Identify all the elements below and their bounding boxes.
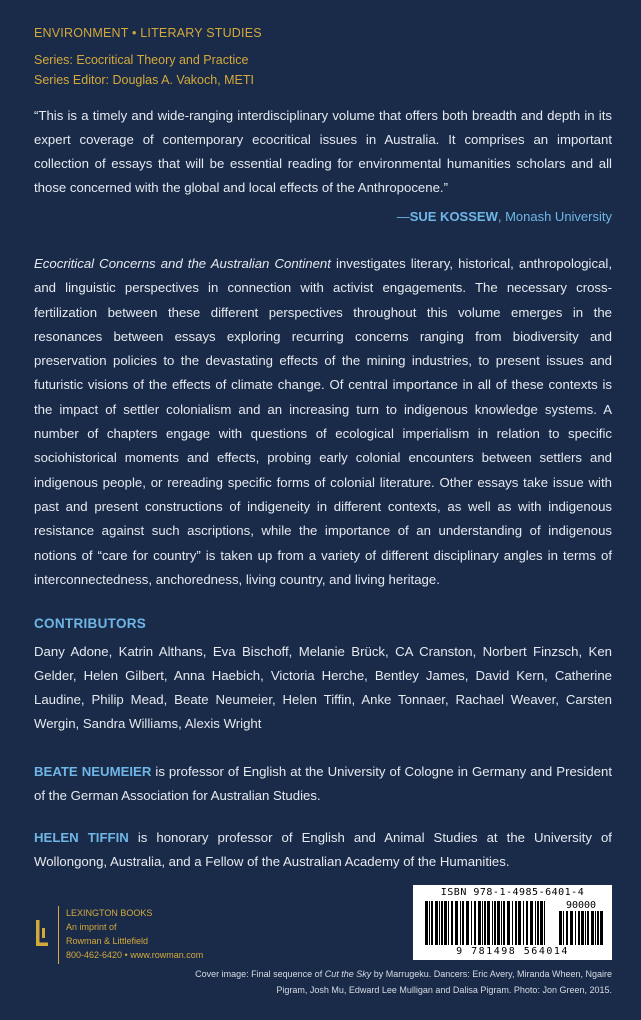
series-name: Series: Ecocritical Theory and Practice bbox=[34, 53, 249, 67]
barcode-bar bbox=[597, 911, 599, 945]
barcode-bar bbox=[518, 901, 521, 945]
barcode-bar bbox=[492, 901, 493, 945]
barcode-bar bbox=[460, 901, 461, 945]
isbn-number: ISBN 978-1-4985-6401-4 bbox=[440, 887, 585, 898]
endorsement-attribution bbox=[397, 209, 612, 224]
barcode-bar bbox=[448, 901, 449, 945]
cover-credit bbox=[192, 966, 612, 998]
barcode-bar bbox=[487, 901, 490, 945]
bio-text: is professor of English at the University of Cologne in Germany and President of the German Association for Australian Studies. bbox=[34, 764, 612, 803]
barcode-bar bbox=[587, 911, 589, 945]
cover-credit-prefix: Cover image: Final sequence of bbox=[195, 969, 325, 979]
barcode-bar bbox=[575, 911, 576, 945]
barcode-bar bbox=[494, 901, 496, 945]
barcode-bar bbox=[563, 911, 564, 945]
book-title: Ecocritical Concerns and the Australian Continent bbox=[34, 256, 331, 271]
barcode-bar bbox=[537, 901, 539, 945]
barcode-bar bbox=[474, 901, 476, 945]
description-text: investigates literary, historical, anthropological, and linguistic perspectives in connection with activist engagements. The necessary cross-fertilization between these different perspectives throughout this volume emerges in the resonances between essays exploring recurring concerns ranging from biodiversity and preservation policies to the devastating effects of the mining industries, to present issues and futuristic visions of the effects of climate change. Of central importance in all of these contexts is the impact of settler colonialism and an increasing turn to indigenous knowledge systems. A number of chapters engage with questions of ecological imperialism in relation to specific sociohistorical moments and effects, probing early colonial encounters between settlers and indigenous people, or rereading specific forms of colonial literature. Other essays take issue with past and present constructions of indigeneity in different contexts, as well as with indigenous resistance against such ascriptions, while the importance of an understanding of indigenous notions of “care for country” is taken up from a variety of different disciplinary angles in terms of interconnectedness, anchoredness, living country, and living heritage. bbox=[34, 256, 613, 587]
barcode-bar bbox=[451, 901, 453, 945]
attribution-name: SUE KOSSEW bbox=[409, 209, 498, 224]
publisher-parent: Rowman & Littlefield bbox=[66, 936, 149, 946]
ean-number: 9 781498 564014 bbox=[456, 946, 569, 957]
category-label: ENVIRONMENT • LITERARY STUDIES bbox=[34, 26, 262, 40]
barcode-bar bbox=[585, 911, 586, 945]
publisher-info bbox=[66, 906, 203, 962]
barcode-bar bbox=[591, 911, 594, 945]
endorsement-quote: “This is a timely and wide-ranging interdisciplinary volume that offers both breadth and depth in its expert coverage of contemporary ecocritical issues in Australia. It comprises an important collection of essays that will be essential reading for environmental humanities scholars and all those concerned with the global and local effects of the Anthropocene.” bbox=[34, 108, 612, 195]
barcode-bar bbox=[515, 901, 517, 945]
barcode-bar bbox=[512, 901, 513, 945]
barcode-bar bbox=[435, 901, 438, 945]
barcode-bar bbox=[444, 901, 447, 945]
attribution-affiliation: , Monash University bbox=[497, 209, 612, 224]
contributors-heading: CONTRIBUTORS bbox=[34, 616, 147, 631]
barcode-bar bbox=[503, 901, 505, 945]
publisher-divider bbox=[58, 906, 59, 964]
series-info bbox=[34, 50, 254, 90]
editor-bio-neumeier bbox=[34, 760, 612, 808]
barcode-bar bbox=[523, 901, 524, 945]
publisher-contact: 800-462-6420 • www.rowman.com bbox=[66, 950, 204, 960]
barcode-bar bbox=[535, 901, 536, 945]
barcode-bar bbox=[431, 901, 433, 945]
barcode-bar bbox=[425, 901, 428, 945]
editor-bio-tiffin bbox=[34, 826, 612, 874]
barcode-bar bbox=[595, 911, 596, 945]
publisher-imprint: An imprint of bbox=[66, 922, 117, 932]
barcode-bar bbox=[455, 901, 458, 945]
bio-text: is honorary professor of English and Animal Studies at the University of Wollongong, Australia, and a Fellow of the Australian Academy of the Humanities. bbox=[34, 830, 612, 869]
barcode-bar bbox=[471, 901, 472, 945]
barcode-bar bbox=[544, 901, 545, 945]
barcode-bar bbox=[482, 901, 483, 945]
cover-credit-work: Cut the Sky bbox=[324, 969, 372, 979]
barcode-bar bbox=[578, 911, 580, 945]
barcode-bar bbox=[439, 901, 440, 945]
barcode-bar bbox=[600, 911, 603, 945]
barcode-bar bbox=[429, 901, 430, 945]
barcode-bar bbox=[484, 901, 486, 945]
publisher-name: LEXINGTON BOOKS bbox=[66, 908, 153, 918]
barcode-bar bbox=[466, 901, 469, 945]
book-description bbox=[34, 252, 612, 592]
cover-credit-suffix: by Marrugeku. Dancers: Eric Avery, Miranda Wheen, Ngaire Pigram, Josh Mu, Edward Lee Mulligan and Dalisa Pigram. Photo: Jon Green, 2015. bbox=[276, 969, 612, 995]
barcode-bar bbox=[566, 911, 568, 945]
barcode-bar bbox=[530, 901, 533, 945]
barcode-bar bbox=[501, 901, 502, 945]
bio-name: BEATE NEUMEIER bbox=[34, 764, 152, 779]
barcode-bar bbox=[540, 901, 543, 945]
price-code: 90000 bbox=[565, 900, 597, 911]
barcode-bar bbox=[570, 911, 573, 945]
attribution-dash: — bbox=[396, 209, 410, 224]
barcode-bar bbox=[507, 901, 510, 945]
contributors-list: Dany Adone, Katrin Althans, Eva Bischoff, Melanie Brück, CA Cranston, Norbert Finzsch, Ken Gelder, Helen Gilbert, Anna Haebich, Victoria Herche, Bentley James, David Kern, Catherine Laudine, Philip Mead, Beate Neumeier, Helen Tiffin, Anke Tonnaer, Rachael Weaver, Carsten Wergin, Sandra Williams, Alexis Wright bbox=[34, 644, 612, 731]
bio-name: HELEN TIFFIN bbox=[34, 830, 129, 845]
barcode-bar bbox=[526, 901, 528, 945]
barcode-bar bbox=[478, 901, 481, 945]
publisher-logo-icon bbox=[34, 914, 50, 950]
series-editor: Series Editor: Douglas A. Vakoch, METI bbox=[34, 73, 255, 87]
barcode-bar bbox=[581, 911, 584, 945]
barcode-bar bbox=[462, 901, 464, 945]
barcode-bar bbox=[441, 901, 443, 945]
isbn-barcode bbox=[413, 885, 612, 960]
barcode-bar bbox=[497, 901, 500, 945]
barcode-bar bbox=[559, 911, 562, 945]
